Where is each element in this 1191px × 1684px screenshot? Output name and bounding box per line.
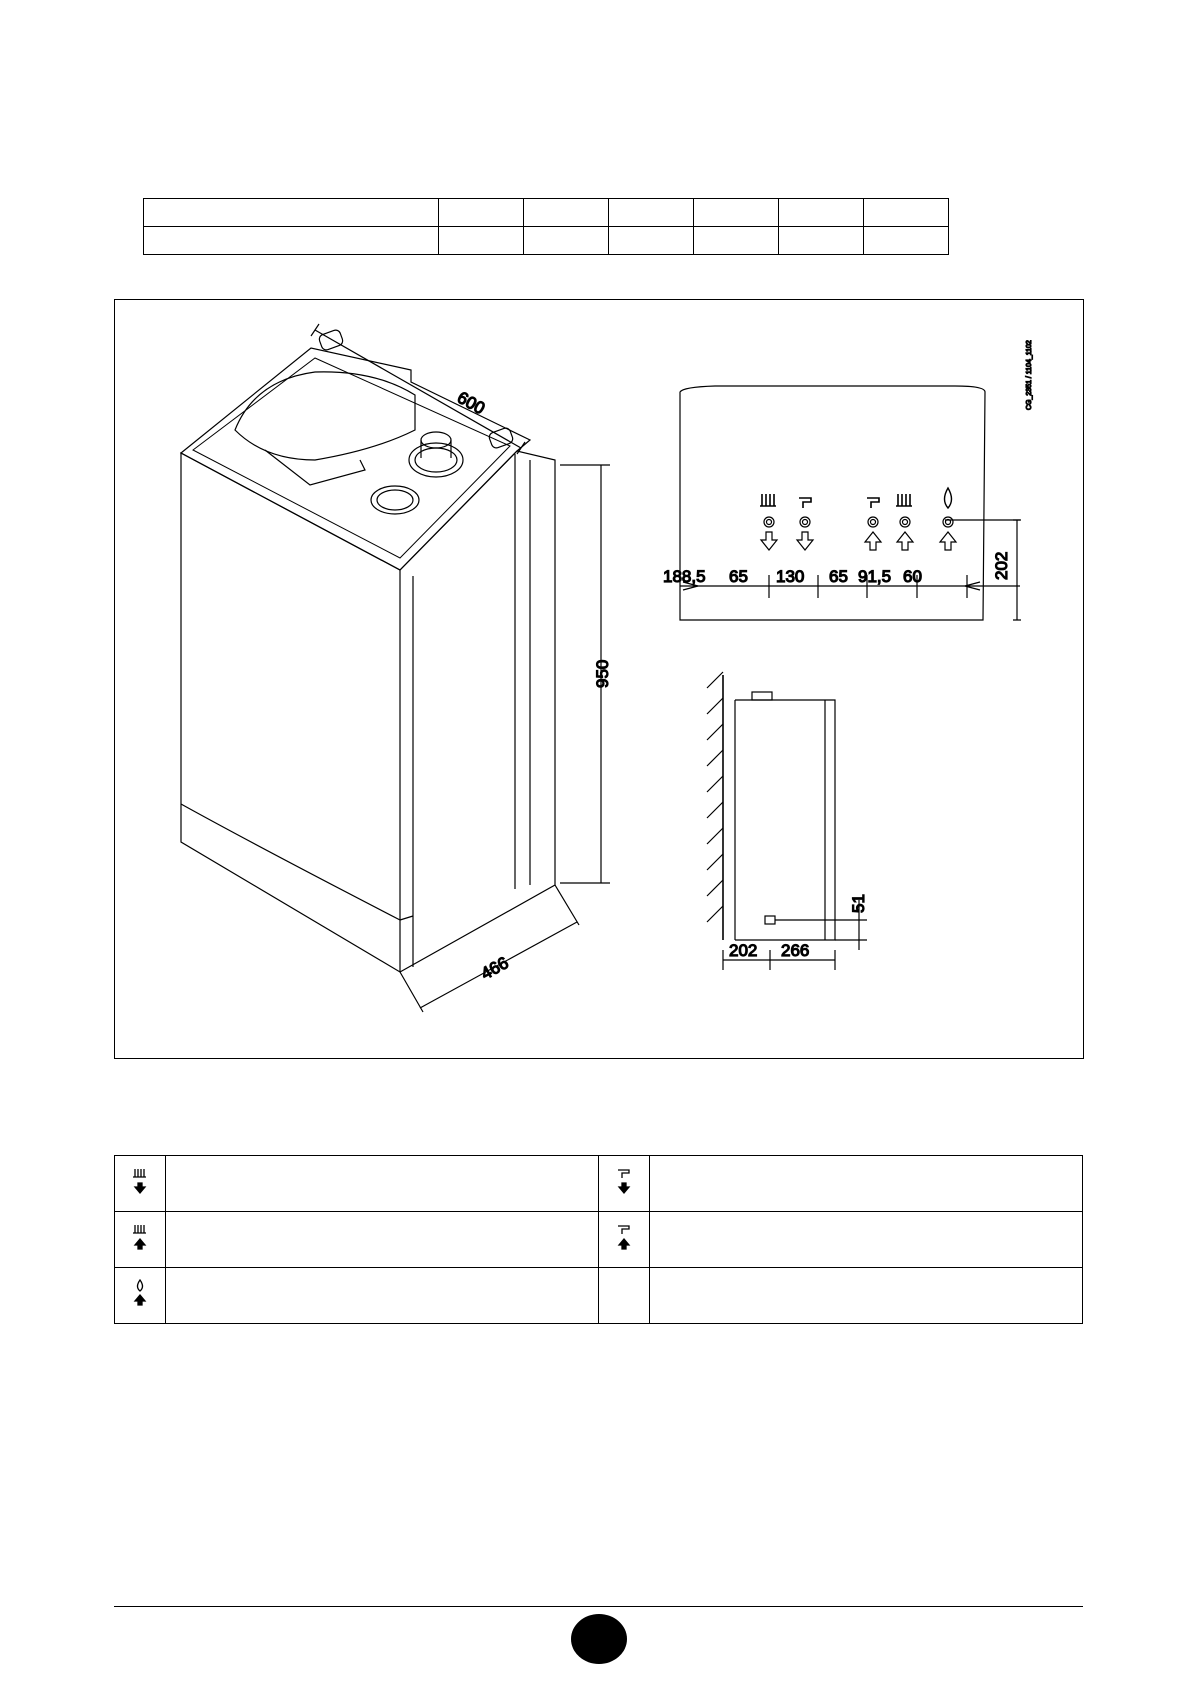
dim-60: 60 [903,567,922,586]
legend-text [650,1156,1083,1212]
radiator-flow-down-icon [115,1156,166,1212]
drawing-svg [115,300,1082,1057]
table-cell [694,227,779,255]
dim-65-a: 65 [729,567,748,586]
table-cell [779,199,864,227]
table-cell [524,227,609,255]
table-cell [779,227,864,255]
table-cell [609,199,694,227]
gas-flame-up-icon [115,1268,166,1324]
dim-202-vertical: 202 [992,551,1011,580]
table-cell [144,199,439,227]
page-number-badge [571,1614,627,1664]
model-table [143,198,949,255]
legend-text [166,1212,599,1268]
legend-text [650,1268,1083,1324]
dimension-drawing [114,299,1084,1059]
radiator-return-up-icon [115,1212,166,1268]
dim-466: 466 [477,953,512,984]
connections-legend [114,1155,1083,1324]
legend-text [650,1212,1083,1268]
table-row [144,199,949,227]
dim-65-b: 65 [829,567,848,586]
table-cell [144,227,439,255]
dim-600: 600 [454,387,489,419]
dim-side-51: 51 [849,894,868,913]
empty-icon-cell [599,1268,650,1324]
side-view [707,672,867,970]
table-row [115,1212,1083,1268]
table-cell [694,199,779,227]
legend-text [166,1268,599,1324]
table-cell [864,199,949,227]
table-row [144,227,949,255]
legend-text [166,1156,599,1212]
dim-130: 130 [776,567,805,586]
dim-188-5: 188,5 [663,567,706,586]
dim-side-266: 266 [781,941,810,960]
dim-side-202: 202 [729,941,758,960]
table-cell [439,227,524,255]
table-cell [609,227,694,255]
table-row [115,1156,1083,1212]
dim-91-5: 91,5 [858,567,892,586]
tap-down-icon [599,1156,650,1212]
tap-up-icon [599,1212,650,1268]
boiler-3d-view [181,324,610,1012]
table-cell [524,199,609,227]
dim-950: 950 [593,659,612,688]
drawing-code: CG_2351 / 1104_1102 [1026,340,1033,410]
table-row [115,1268,1083,1324]
table-cell [439,199,524,227]
table-cell [864,227,949,255]
footer-rule [114,1606,1083,1607]
